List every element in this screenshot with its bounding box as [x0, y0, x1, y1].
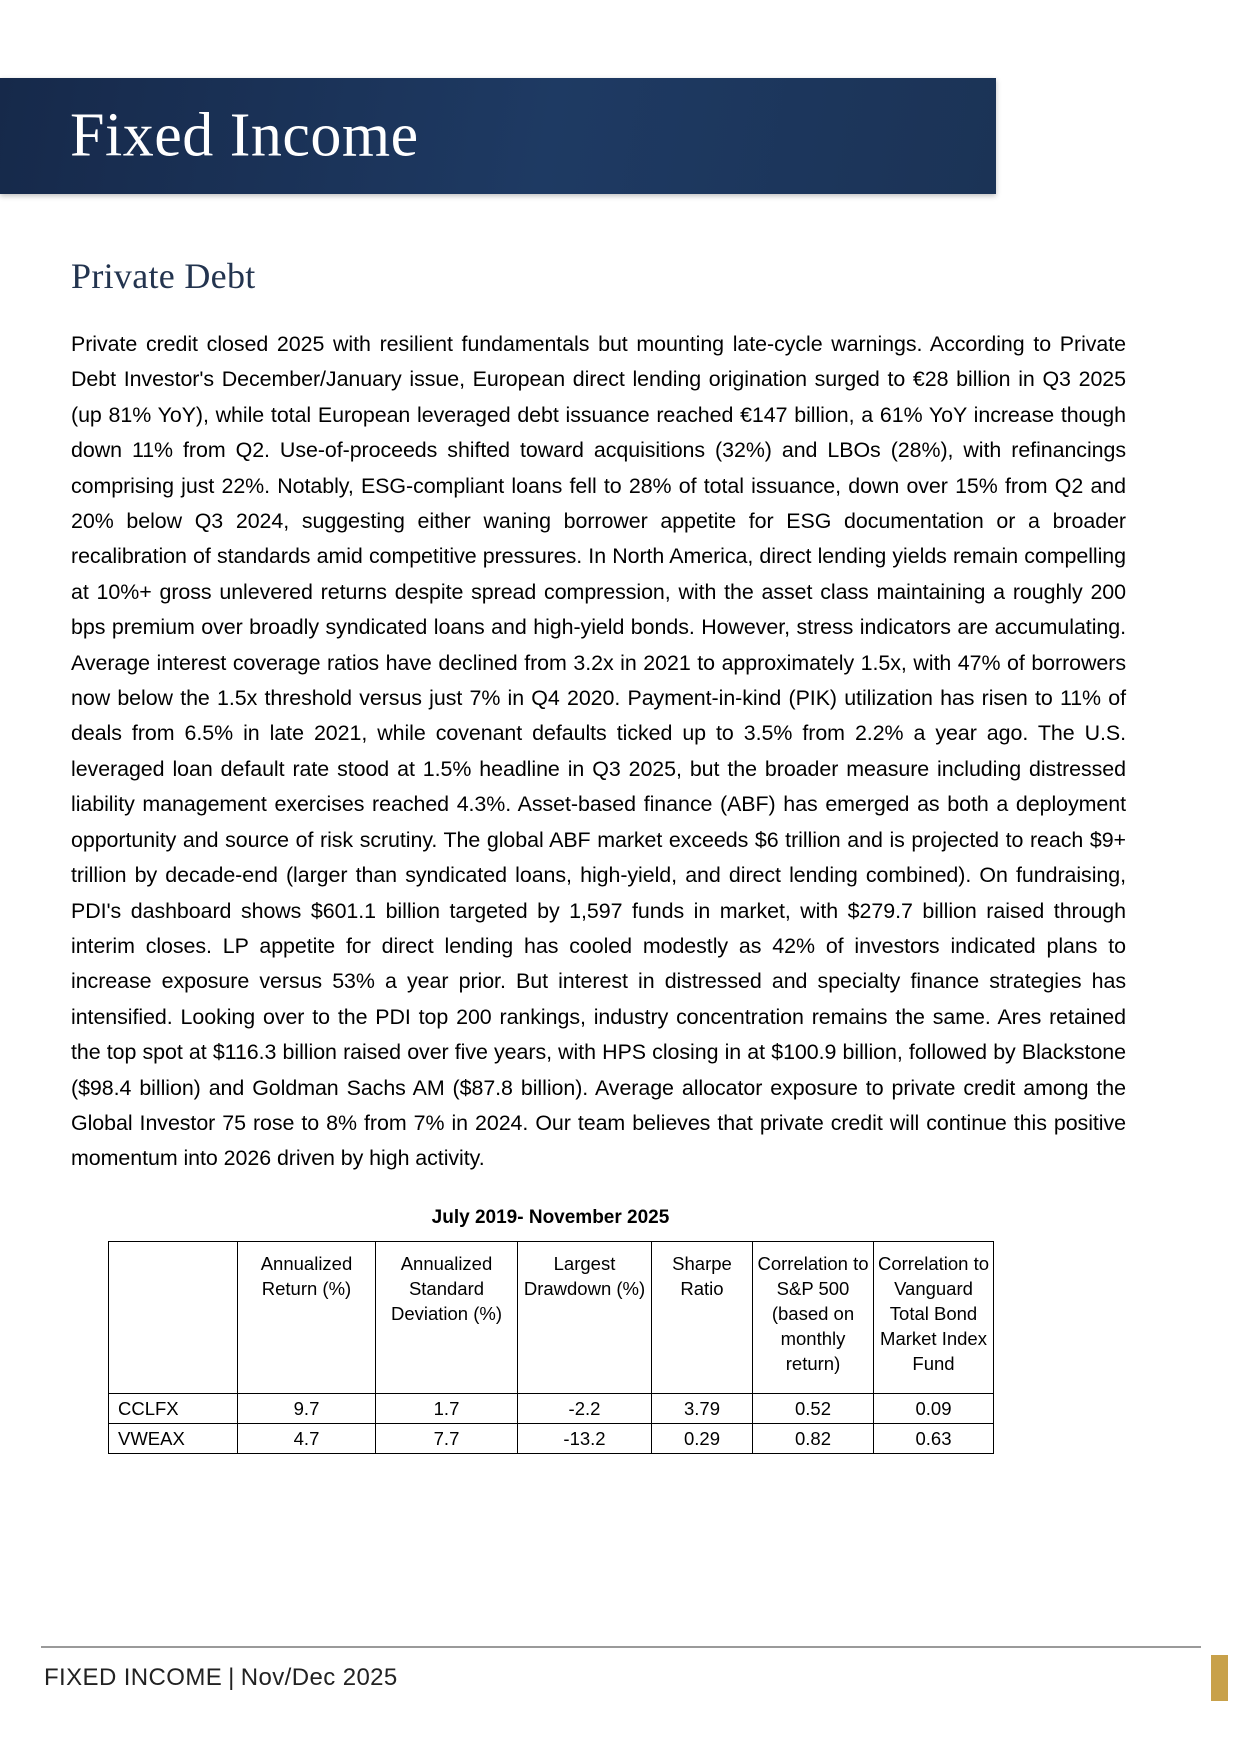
table-header-correlation-vanguard: Correlation to Vanguard Total Bond Market Index Fund [874, 1242, 994, 1394]
footer [44, 1664, 398, 1692]
footer-issue-date: Nov/Dec 2025 [240, 1664, 398, 1691]
cell-vweax-annualized-return: 4.7 [238, 1424, 376, 1454]
footer-separator: | [228, 1664, 235, 1691]
cell-cclfx-corr-vanguard: 0.09 [874, 1394, 994, 1424]
cell-vweax-sharpe-ratio: 0.29 [652, 1424, 753, 1454]
table-header-sharpe-ratio: Sharpe Ratio [652, 1242, 753, 1394]
table-row [109, 1424, 994, 1454]
table-header-row [109, 1242, 994, 1394]
table-header-annualized-std-dev: Annualized Standard Deviation (%) [376, 1242, 518, 1394]
section-heading-private-debt: Private Debt [71, 256, 256, 296]
cell-vweax-corr-vanguard: 0.63 [874, 1424, 994, 1454]
table-row [109, 1394, 994, 1424]
performance-statistics-table [108, 1241, 994, 1454]
table-caption: July 2019- November 2025 [431, 1207, 670, 1228]
section-body-paragraph: Private credit closed 2025 with resilient fundamentals but mounting late-cycle warnings. According to Private Debt Investor's December/January issue, European direct lending origination surged to €28 billion in Q3 2025 (up 81% YoY), while total European leveraged debt issuance reached €147 billion, a 61% YoY increase though down 11% from Q2. Use-of-proceeds shifted toward acquisitions (32%) and LBOs (28%), with refinancings comprising just 22%. Notably, ESG-compliant loans fell to 28% of total issuance, down over 15% from Q2 and 20% below Q3 2024, suggesting either waning borrower appetite for ESG documentation or a broader recalibration of standards amid competitive pressures. In North America, direct lending yields remain compelling at 10%+ gross unlevered returns despite spread compression, with the asset class maintaining a roughly 200 bps premium over broadly syndicated loans and high-yield bonds. However, stress indicators are accumulating. Average interest coverage ratios have declined from 3.2x in 2021 to approximately 1.5x, with 47% of borrowers now below the 1.5x threshold versus just 7% in Q4 2020. Payment-in-kind (PIK) utilization has risen to 11% of deals from 6.5% in late 2021, while covenant defaults ticked up to 3.5% from 2.2% a year ago. The U.S. leveraged loan default rate stood at 1.5% headline in Q3 2025, but the broader measure including distressed liability management exercises reached 4.3%. Asset-based finance (ABF) has emerged as both a deployment opportunity and source of risk scrutiny. The global ABF market exceeds $6 trillion and is projected to reach $9+ trillion by decade-end (larger than syndicated loans, high-yield, and direct lending combined). On fundraising, PDI's dashboard shows $601.1 billion targeted by 1,597 funds in market, with $279.7 billion raised through interim closes. LP appetite for direct lending has cooled modestly as 42% of investors indicated plans to increase exposure versus 53% a year prior. But interest in distressed and specialty finance strategies has intensified. Looking over to the PDI top 200 rankings, industry concentration remains the same. Ares retained the top spot at $116.3 billion raised over five years, with HPS closing in at $100.9 billion, followed by Blackstone ($98.4 billion) and Goldman Sachs AM ($87.8 billion). Average allocator exposure to private credit among the Global Investor 75 rose to 8% from 7% in 2024. Our team believes that private credit will continue this positive momentum into 2026 driven by high activity. [71, 332, 1126, 1171]
cell-cclfx-sharpe-ratio: 3.79 [652, 1394, 753, 1424]
row-label-cclfx: CCLFX [109, 1394, 238, 1424]
cell-cclfx-annualized-std-dev: 1.7 [376, 1394, 518, 1424]
footer-accent-mark [1211, 1655, 1228, 1701]
page-header-banner [0, 78, 996, 194]
table-header-annualized-return: Annualized Return (%) [238, 1242, 376, 1394]
cell-cclfx-annualized-return: 9.7 [238, 1394, 376, 1424]
cell-vweax-annualized-std-dev: 7.7 [376, 1424, 518, 1454]
cell-cclfx-corr-sp500: 0.52 [753, 1394, 874, 1424]
table-header-correlation-sp500: Correlation to S&P 500 (based on monthly return) [753, 1242, 874, 1394]
cell-vweax-largest-drawdown: -13.2 [518, 1424, 652, 1454]
footer-divider [41, 1646, 1201, 1648]
page-title: Fixed Income [70, 101, 419, 170]
cell-cclfx-largest-drawdown: -2.2 [518, 1394, 652, 1424]
row-label-vweax: VWEAX [109, 1424, 238, 1454]
table-header-largest-drawdown: Largest Drawdown (%) [518, 1242, 652, 1394]
performance-table-block [108, 1207, 993, 1454]
cell-vweax-corr-sp500: 0.82 [753, 1424, 874, 1454]
table-header-blank [109, 1242, 238, 1394]
main-content [71, 255, 1133, 1177]
footer-section-label: FIXED INCOME [44, 1664, 223, 1691]
